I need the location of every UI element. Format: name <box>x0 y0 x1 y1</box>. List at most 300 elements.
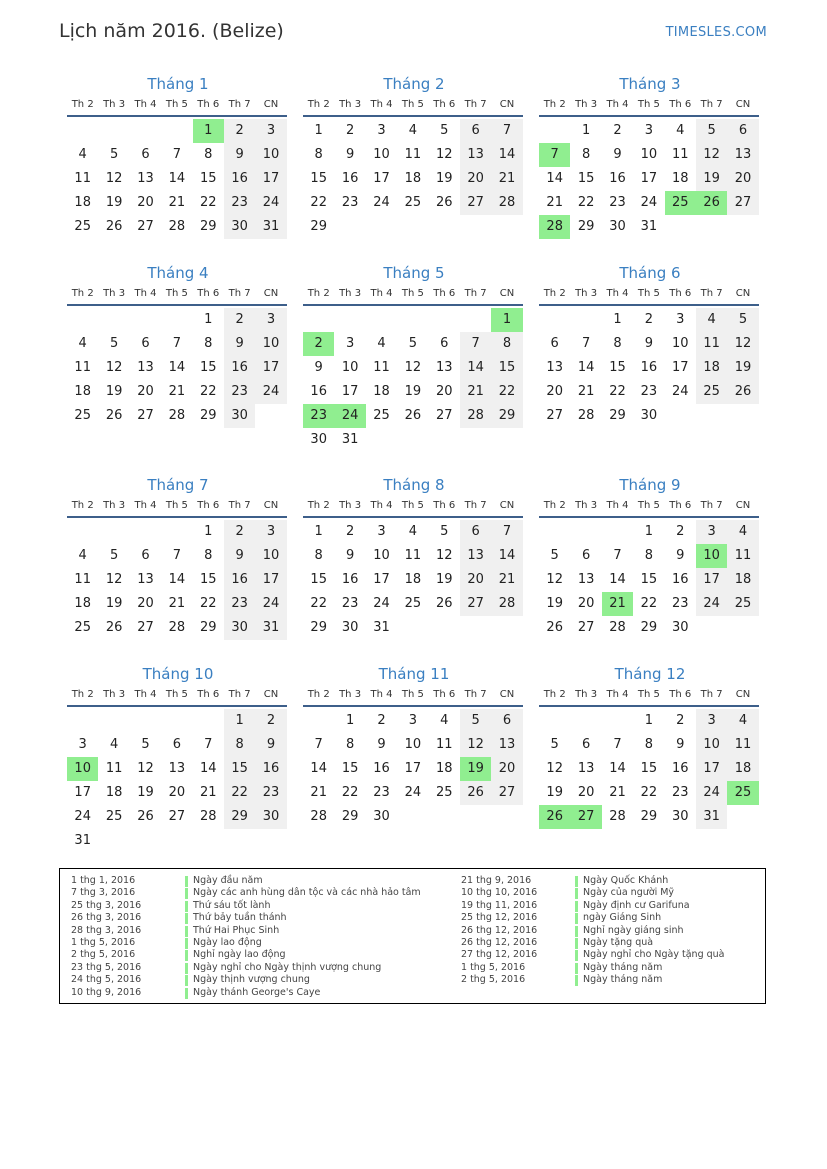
day-cell: 20 <box>577 596 595 611</box>
weekday-label: Th 3 <box>103 689 126 700</box>
day-cell: 19 <box>435 171 453 186</box>
month-name: Tháng 4 <box>147 264 209 282</box>
day-cell: 8 <box>204 336 213 351</box>
weekday-label: Th 2 <box>71 99 94 110</box>
day-cell: 30 <box>341 620 359 635</box>
day-grid <box>303 709 523 829</box>
day-cell: 23 <box>609 195 626 210</box>
day-cell: 13 <box>577 572 595 587</box>
week-row <box>539 404 759 428</box>
month-name: Tháng 1 <box>147 75 209 93</box>
holiday-marker <box>185 876 188 887</box>
day-cell: 13 <box>137 572 154 587</box>
empty-day-cell <box>602 520 633 544</box>
day-cell: 13 <box>137 171 154 186</box>
week-row <box>67 733 287 757</box>
day-cell: 4 <box>727 709 758 733</box>
day-cell: 5 <box>109 336 119 351</box>
day-cell: 27 <box>460 191 491 215</box>
day-cell: 15 <box>577 171 595 186</box>
day-cell: 14 <box>168 360 186 375</box>
day-cell: 12 <box>435 548 453 563</box>
day-cell: 23 <box>671 785 689 800</box>
empty-day-cell <box>130 520 161 544</box>
day-grid <box>67 308 287 428</box>
weekday-label: Th 3 <box>575 689 598 700</box>
day-cell: 23 <box>224 380 255 404</box>
legend-item <box>71 887 421 899</box>
week-row <box>303 380 523 404</box>
day-cell: 21 <box>310 785 327 800</box>
empty-day-cell <box>539 308 570 332</box>
day-cell: 7 <box>581 336 591 351</box>
month-name: Tháng 5 <box>383 264 445 282</box>
day-cell: 6 <box>491 709 522 733</box>
legend-item <box>461 912 725 924</box>
holiday-day-cell: 23 <box>303 404 334 428</box>
empty-day-cell <box>539 520 570 544</box>
week-row <box>539 308 759 332</box>
day-cell: 9 <box>676 737 685 752</box>
week-row <box>303 356 523 380</box>
day-cell: 2 <box>255 709 286 733</box>
day-cell: 18 <box>105 785 123 800</box>
day-cell: 22 <box>577 195 595 210</box>
day-cell: 29 <box>310 219 327 234</box>
day-cell: 15 <box>310 171 327 186</box>
empty-day-cell <box>397 616 428 640</box>
legend-holiday-name: Ngày định cư Garifuna <box>583 899 690 911</box>
day-cell: 3 <box>377 123 386 138</box>
empty-day-cell <box>98 308 129 332</box>
weekday-label: Th 3 <box>575 500 598 511</box>
day-cell: 30 <box>224 404 255 428</box>
week-row <box>67 568 287 592</box>
day-cell: 16 <box>341 572 359 587</box>
day-grid <box>303 520 523 640</box>
day-cell: 22 <box>640 596 658 611</box>
legend-item <box>71 949 421 961</box>
day-cell: 13 <box>727 143 758 167</box>
day-cell: 22 <box>491 380 522 404</box>
day-grid <box>303 119 523 239</box>
week-row <box>539 592 759 616</box>
weekday-label: Th 3 <box>339 288 362 299</box>
empty-day-cell <box>161 709 192 733</box>
day-cell: 14 <box>168 572 186 587</box>
empty-day-cell <box>255 404 286 428</box>
weekday-label: Th 7 <box>700 99 723 110</box>
weekday-label: Th 3 <box>103 99 126 110</box>
day-cell: 5 <box>141 737 150 752</box>
day-cell: 8 <box>204 548 213 563</box>
weekday-label: Th 4 <box>370 500 393 511</box>
empty-day-cell <box>98 709 129 733</box>
day-cell: 17 <box>255 356 286 380</box>
day-cell: 7 <box>172 336 181 351</box>
day-cell: 2 <box>676 713 685 728</box>
week-row <box>67 781 287 805</box>
holiday-marker <box>575 913 578 924</box>
day-cell: 3 <box>255 308 286 332</box>
week-row <box>67 332 287 356</box>
day-cell: 12 <box>105 572 123 587</box>
day-cell: 15 <box>310 572 327 587</box>
day-cell: 31 <box>341 432 359 447</box>
weekday-header <box>67 95 287 117</box>
weekday-label: Th 5 <box>637 500 660 511</box>
empty-day-cell <box>665 215 696 239</box>
holiday-day-cell: 21 <box>602 592 633 616</box>
holiday-day-cell: 10 <box>696 544 727 568</box>
day-cell: 4 <box>696 308 727 332</box>
week-row <box>67 592 287 616</box>
day-cell: 10 <box>404 737 422 752</box>
legend-holiday-name: Ngày nghỉ cho Ngày tặng quà <box>583 949 725 961</box>
day-cell: 29 <box>199 219 217 234</box>
weekday-label: Th 6 <box>669 99 692 110</box>
day-cell: 17 <box>255 568 286 592</box>
day-cell: 19 <box>546 596 563 611</box>
month-calendar <box>303 262 525 452</box>
day-cell: 2 <box>613 123 622 138</box>
day-cell: 2 <box>224 520 255 544</box>
day-grid <box>67 709 287 853</box>
day-cell: 4 <box>676 123 685 138</box>
day-cell: 23 <box>373 785 390 800</box>
day-cell: 22 <box>310 596 327 611</box>
legend-date: 26 thg 12, 2016 <box>461 924 538 936</box>
day-cell: 11 <box>727 544 758 568</box>
day-cell: 22 <box>199 384 217 399</box>
holiday-marker <box>185 901 188 912</box>
empty-day-cell <box>161 308 192 332</box>
month-calendar <box>67 262 289 428</box>
day-cell: 11 <box>671 147 689 162</box>
day-cell: 4 <box>78 336 87 351</box>
week-row <box>67 709 287 733</box>
holiday-marker <box>185 988 188 999</box>
day-cell: 31 <box>373 620 390 635</box>
week-row <box>303 167 523 191</box>
day-cell: 10 <box>255 143 286 167</box>
day-cell: 23 <box>255 781 286 805</box>
week-row <box>303 191 523 215</box>
week-row <box>539 757 759 781</box>
legend-item <box>71 900 421 912</box>
day-cell: 11 <box>435 737 453 752</box>
week-row <box>67 404 287 428</box>
legend-item <box>71 987 421 999</box>
day-cell: 27 <box>460 592 491 616</box>
day-cell: 16 <box>255 757 286 781</box>
month-name: Tháng 8 <box>383 476 445 494</box>
day-cell: 15 <box>224 757 255 781</box>
day-cell: 17 <box>74 785 91 800</box>
holiday-marker <box>185 938 188 949</box>
day-cell: 9 <box>255 733 286 757</box>
day-cell: 2 <box>224 308 255 332</box>
weekday-label: Th 7 <box>464 99 487 110</box>
weekday-label: Th 6 <box>433 689 456 700</box>
empty-day-cell <box>429 805 460 829</box>
empty-day-cell <box>98 119 129 143</box>
day-cell: 15 <box>199 360 217 375</box>
day-cell: 24 <box>373 596 390 611</box>
empty-day-cell <box>539 709 570 733</box>
day-cell: 30 <box>609 219 626 234</box>
day-cell: 7 <box>491 520 522 544</box>
day-cell: 23 <box>341 195 359 210</box>
day-cell: 9 <box>224 143 255 167</box>
weekday-label: Th 6 <box>433 500 456 511</box>
week-row <box>539 733 759 757</box>
weekday-label: Th 3 <box>339 99 362 110</box>
weekday-label: Th 4 <box>370 288 393 299</box>
day-cell: 14 <box>577 360 595 375</box>
weekday-label: Th 5 <box>401 288 424 299</box>
day-cell: 29 <box>640 620 658 635</box>
legend-date: 23 thg 5, 2016 <box>71 961 142 973</box>
day-cell: 1 <box>581 123 591 138</box>
weekday-label: CN <box>499 99 515 110</box>
day-cell: 26 <box>105 219 123 234</box>
day-cell: 30 <box>224 616 255 640</box>
legend-holiday-name: Ngày tháng năm <box>583 974 663 986</box>
legend-holiday-name: Thứ sáu tốt lành <box>193 899 271 911</box>
legend-item <box>461 949 725 961</box>
weekday-label: Th 6 <box>433 99 456 110</box>
legend-column-right <box>461 875 725 987</box>
weekday-label: Th 6 <box>669 500 692 511</box>
month-name: Tháng 3 <box>619 75 681 93</box>
day-cell: 10 <box>671 336 689 351</box>
day-grid <box>539 709 759 829</box>
day-cell: 22 <box>199 596 217 611</box>
day-cell: 28 <box>199 809 217 824</box>
weekday-label: Th 2 <box>543 288 566 299</box>
legend-item <box>71 875 421 887</box>
empty-day-cell <box>460 215 491 239</box>
day-cell: 6 <box>141 147 150 162</box>
day-cell: 21 <box>168 596 186 611</box>
day-cell: 19 <box>105 384 123 399</box>
weekday-label: Th 2 <box>71 689 94 700</box>
week-row <box>67 544 287 568</box>
day-cell: 20 <box>460 167 491 191</box>
week-row <box>67 308 287 332</box>
legend-item <box>461 962 725 974</box>
empty-day-cell <box>334 215 365 239</box>
weekday-label: Th 5 <box>165 500 188 511</box>
day-cell: 30 <box>310 432 327 447</box>
day-cell: 11 <box>727 733 758 757</box>
legend-date: 28 thg 3, 2016 <box>71 924 142 936</box>
weekday-label: Th 2 <box>307 500 330 511</box>
legend-date: 1 thg 5, 2016 <box>71 936 136 948</box>
day-cell: 26 <box>460 781 491 805</box>
empty-day-cell <box>429 428 460 452</box>
legend-holiday-name: Thứ Hai Phục Sinh <box>193 924 280 936</box>
holiday-marker <box>575 938 578 949</box>
weekday-label: CN <box>263 99 279 110</box>
day-cell: 29 <box>310 620 327 635</box>
month-calendar <box>67 73 289 239</box>
weekday-label: Th 7 <box>700 689 723 700</box>
day-cell: 10 <box>255 544 286 568</box>
day-cell: 18 <box>404 171 422 186</box>
day-cell: 27 <box>727 191 758 215</box>
empty-day-cell <box>303 709 334 733</box>
legend-holiday-name: Ngày thịnh vượng chung <box>193 974 310 986</box>
empty-day-cell <box>397 308 428 332</box>
holiday-day-cell: 7 <box>539 143 570 167</box>
day-cell: 19 <box>727 356 758 380</box>
day-cell: 2 <box>676 524 685 539</box>
day-cell: 16 <box>640 360 658 375</box>
empty-day-cell <box>665 404 696 428</box>
day-cell: 22 <box>310 195 327 210</box>
empty-day-cell <box>98 520 129 544</box>
weekday-label: Th 3 <box>575 99 598 110</box>
brand-link[interactable]: TIMESLES.COM <box>665 25 767 40</box>
day-cell: 15 <box>199 572 217 587</box>
day-cell: 10 <box>373 548 390 563</box>
day-cell: 2 <box>644 312 653 327</box>
legend-date: 25 thg 3, 2016 <box>71 899 142 911</box>
empty-day-cell <box>429 215 460 239</box>
empty-day-cell <box>67 308 98 332</box>
day-cell: 26 <box>105 408 123 423</box>
week-row <box>539 380 759 404</box>
day-cell: 21 <box>491 568 522 592</box>
day-cell: 19 <box>105 195 123 210</box>
weekday-label: Th 4 <box>606 500 629 511</box>
empty-day-cell <box>130 119 161 143</box>
day-cell: 22 <box>609 384 626 399</box>
holiday-day-cell: 1 <box>491 308 522 332</box>
day-cell: 30 <box>671 620 689 635</box>
day-cell: 4 <box>377 336 386 351</box>
weekday-label: Th 4 <box>370 99 393 110</box>
day-cell: 28 <box>491 592 522 616</box>
day-cell: 14 <box>546 171 563 186</box>
legend-date: 26 thg 12, 2016 <box>461 936 538 948</box>
holiday-marker <box>575 950 578 961</box>
day-cell: 18 <box>74 596 91 611</box>
legend-item <box>461 974 725 986</box>
day-cell: 19 <box>137 785 154 800</box>
holiday-marker <box>575 926 578 937</box>
week-row <box>303 568 523 592</box>
day-cell: 23 <box>640 384 658 399</box>
weekday-label: Th 7 <box>700 500 723 511</box>
holiday-day-cell: 26 <box>539 805 570 829</box>
day-cell: 6 <box>460 119 491 143</box>
day-cell: 11 <box>74 171 91 186</box>
day-cell: 25 <box>404 195 422 210</box>
day-cell: 8 <box>491 332 522 356</box>
legend-holiday-name: Thứ bảy tuần thánh <box>193 912 287 924</box>
day-cell: 6 <box>550 336 559 351</box>
day-cell: 26 <box>105 620 123 635</box>
day-grid <box>67 520 287 640</box>
day-cell: 28 <box>460 404 491 428</box>
weekday-label: Th 4 <box>134 99 157 110</box>
day-cell: 5 <box>440 123 449 138</box>
weekday-label: CN <box>499 288 515 299</box>
weekday-header <box>539 685 759 707</box>
day-cell: 11 <box>74 572 91 587</box>
day-cell: 27 <box>577 620 595 635</box>
day-cell: 30 <box>255 805 286 829</box>
empty-day-cell <box>193 829 224 853</box>
day-cell: 12 <box>435 147 453 162</box>
day-cell: 24 <box>671 384 689 399</box>
day-cell: 12 <box>105 171 123 186</box>
weekday-header <box>67 496 287 518</box>
day-cell: 14 <box>609 572 626 587</box>
week-row <box>539 544 759 568</box>
weekday-label: Th 6 <box>197 288 220 299</box>
week-row <box>539 520 759 544</box>
empty-day-cell <box>570 520 601 544</box>
week-row <box>303 805 523 829</box>
legend-item <box>461 937 725 949</box>
day-cell: 19 <box>105 596 123 611</box>
legend-date: 24 thg 5, 2016 <box>71 974 142 986</box>
day-cell: 17 <box>373 171 390 186</box>
weekday-label: Th 4 <box>606 288 629 299</box>
empty-day-cell <box>255 829 286 853</box>
empty-day-cell <box>539 119 570 143</box>
day-cell: 26 <box>546 620 563 635</box>
day-cell: 24 <box>640 195 658 210</box>
day-cell: 9 <box>613 147 622 162</box>
week-row <box>67 143 287 167</box>
day-cell: 25 <box>727 592 758 616</box>
day-cell: 2 <box>224 119 255 143</box>
day-cell: 18 <box>435 761 453 776</box>
week-row <box>303 781 523 805</box>
day-cell: 17 <box>696 757 727 781</box>
day-cell: 30 <box>373 809 390 824</box>
day-cell: 24 <box>74 809 91 824</box>
day-grid <box>539 119 759 239</box>
weekday-label: Th 7 <box>228 689 251 700</box>
day-cell: 16 <box>224 356 255 380</box>
weekday-label: Th 4 <box>134 689 157 700</box>
holiday-day-cell: 24 <box>334 404 365 428</box>
weekday-label: CN <box>735 689 751 700</box>
month-name: Tháng 2 <box>383 75 445 93</box>
day-grid <box>539 520 759 640</box>
day-cell: 19 <box>696 167 727 191</box>
day-cell: 13 <box>546 360 563 375</box>
day-cell: 23 <box>224 592 255 616</box>
day-cell: 17 <box>640 171 658 186</box>
day-cell: 12 <box>546 572 563 587</box>
day-cell: 28 <box>609 809 626 824</box>
day-cell: 28 <box>168 219 186 234</box>
day-cell: 6 <box>141 548 150 563</box>
weekday-label: CN <box>499 500 515 511</box>
empty-day-cell <box>397 805 428 829</box>
holiday-marker <box>575 963 578 974</box>
day-cell: 4 <box>109 737 119 752</box>
legend-holiday-name: Ngày các anh hùng dân tộc và các nhà hảo tâm <box>193 887 421 899</box>
legend-holiday-name: Ngày thánh George's Caye <box>193 986 321 998</box>
